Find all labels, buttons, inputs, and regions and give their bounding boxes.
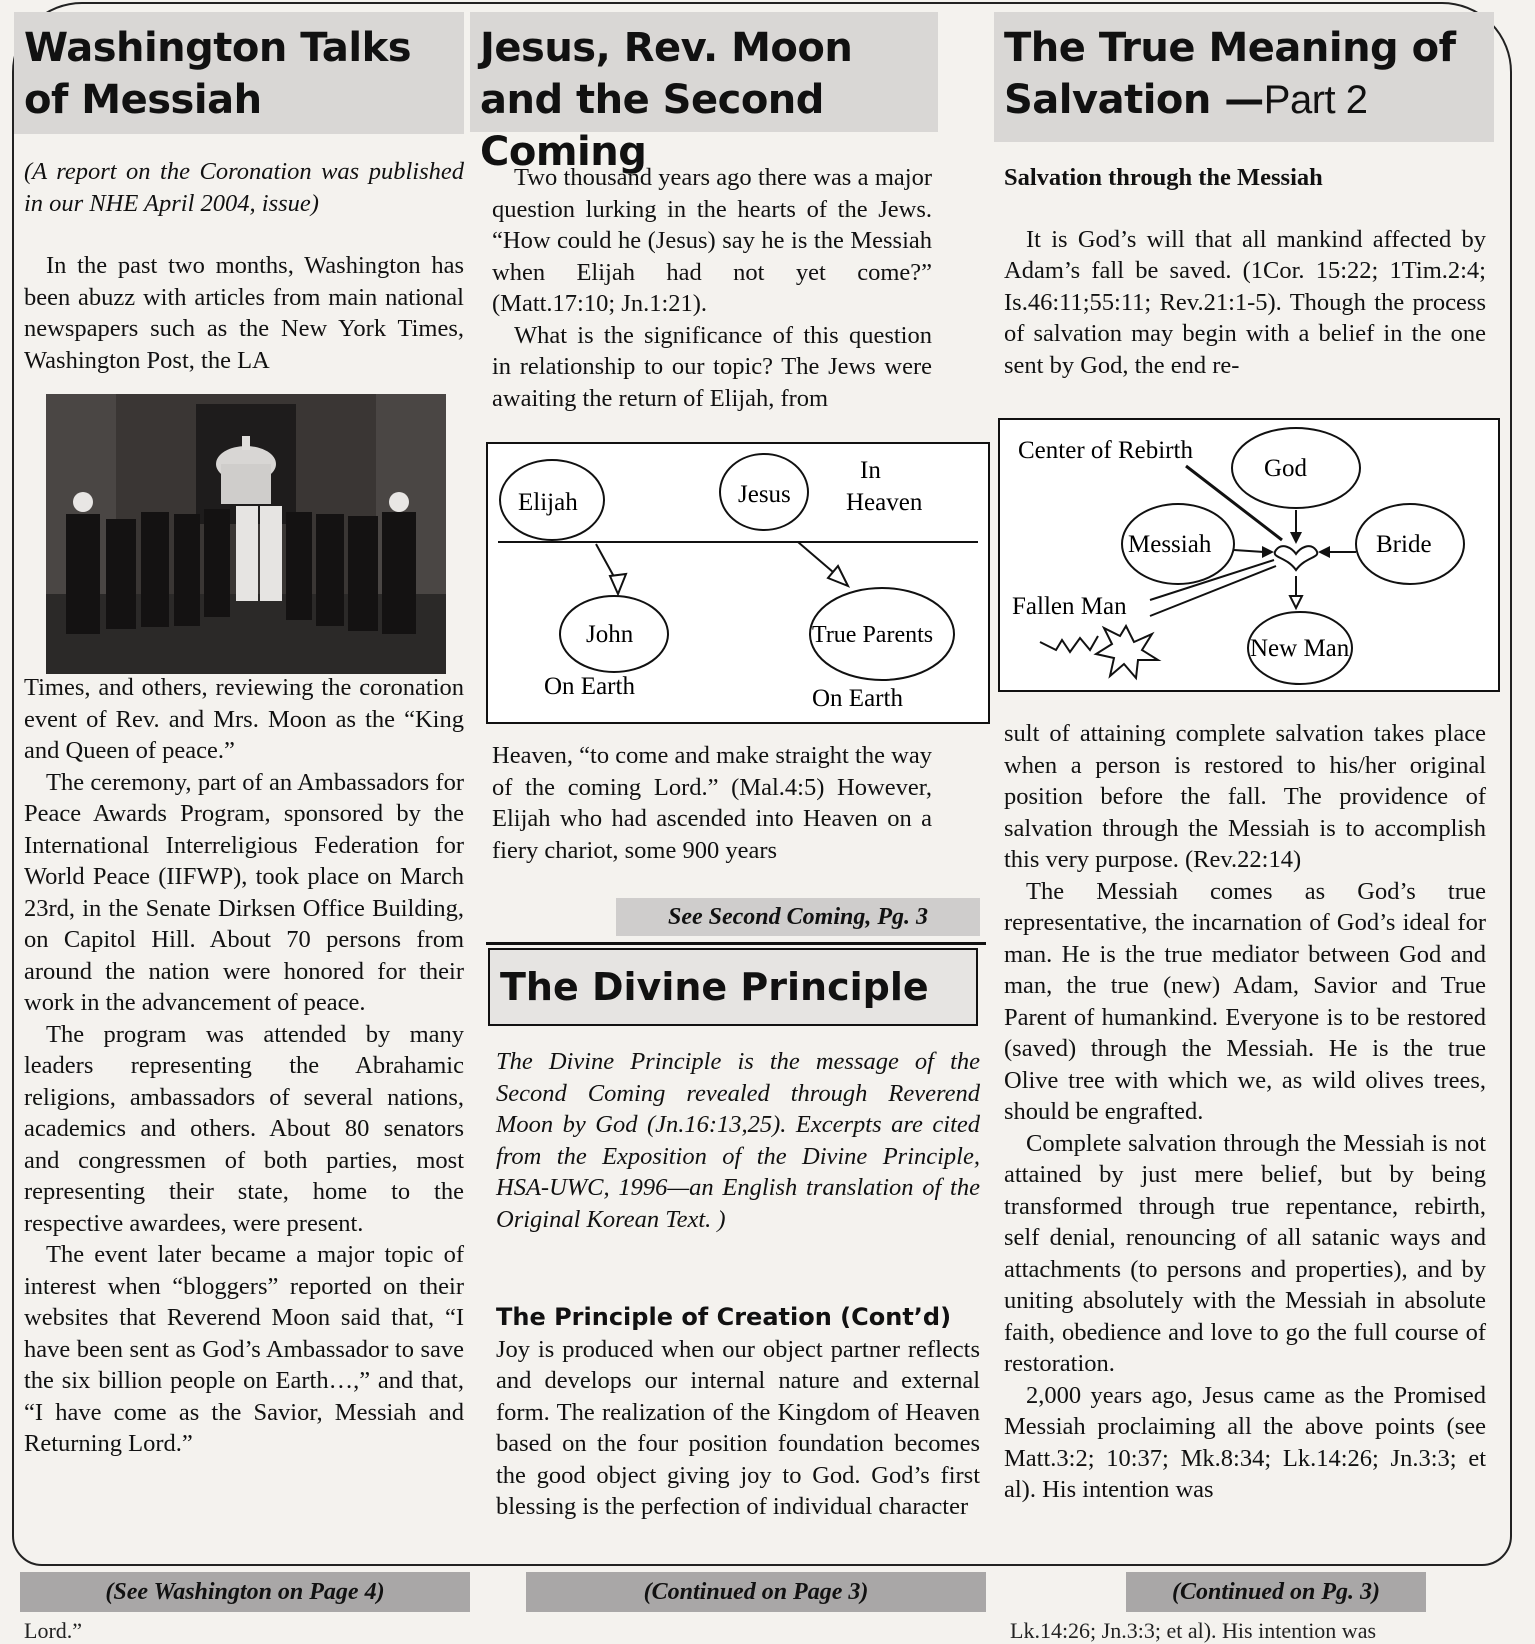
col2-after-diagram <box>492 740 932 866</box>
diagram-john-label: John <box>586 621 634 648</box>
coronation-photo <box>46 394 446 674</box>
col2-p4: Joy is produced when our object partner reflects and develops our internal nature and external form. The realization of the Kingdom of Heaven based on the four position foundation becomes the good object giving joy to God. God’s first blessing is the perfection of individual character <box>496 1335 980 1520</box>
col3-p1: It is God’s will that all mankind affected by Adam’s fall be saved. (1Cor. 15:22; 1Tim.2:4; Is.46:11;55:11; Rev.21:1-5). Though the process of salvation may begin with a belief in the one sent by God, the end re- <box>1004 225 1486 379</box>
col1-p1-start: In the past two months, Washington has been abuzz with articles from main national newspapers such as the New York Times, Washington Post, the LA <box>24 252 464 374</box>
elijah-diagram <box>486 442 990 724</box>
col1-paragraph-1a <box>24 250 464 376</box>
col2-creation-section <box>496 1302 980 1523</box>
col3-title-main: The True Meaning of Salvation — <box>1004 25 1456 123</box>
col2-rule <box>486 942 986 945</box>
col1-p3: The program was attended by many leaders representing the Abrahamic religions, ambassadors of several nations, academics and others. About 80 senators and congressmen of both parties, most representing their state, home to the respective awardees, were present. <box>24 1020 464 1237</box>
col3-intro <box>1004 162 1486 381</box>
col3-p2: sult of attaining complete salvation takes place when a person is restored to his/her original position before the fall. The providence of salvation through the Messiah is to accomplish this very purpose. (Rev.22:14) <box>1004 720 1486 873</box>
salvation-diagram <box>998 418 1500 692</box>
salvation-subheading: Salvation through the Messiah <box>1004 164 1323 191</box>
col3-body <box>1004 718 1486 1506</box>
col1-continued-link[interactable]: (See Washington on Page 4) <box>20 1572 470 1612</box>
col3-continued-link[interactable]: (Continued on Pg. 3) <box>1126 1572 1426 1612</box>
diagram-heaven-label: Heaven <box>846 489 923 516</box>
diagram-elijah-label: Elijah <box>518 489 578 516</box>
col3-p3: The Messiah comes as God’s true representative, the incarnation of God’s ideal for man. He is the true mediator between God and man, the true (new) Adam, Savior and True Parent of humankind. Everyone is to be restored (saved) through the Messiah. He is the true Olive tree with which we, as wild olives trees, should be engrafted. <box>1004 877 1486 1125</box>
col3-p5: 2,000 years ago, Jesus came as the Promised Messiah proclaiming all the above points (see Matt.3:2; 10:37; Mk.8:34; Lk.14:26; Jn.3:3; et al). His intention was <box>1004 1381 1486 1503</box>
col1-p1-end: Times, and others, reviewing the coronation event of Rev. and Mrs. Moon as the “King and Queen of peace.” <box>24 674 464 764</box>
col2-intro <box>492 162 932 414</box>
diagram-jesus-label: Jesus <box>738 481 791 508</box>
col3-title <box>994 12 1494 142</box>
diagram-center-label: Center of Rebirth <box>1018 437 1193 464</box>
diagram-god-label: God <box>1264 455 1308 482</box>
col1-title: Washington Talks of Messiah <box>14 12 464 134</box>
col2-p2: What is the significance of this question in relationship to our topic? The Jews were awaiting the return of Elijah, from <box>492 321 932 412</box>
diagram-in-label: In <box>860 457 881 484</box>
col2-p1: Two thousand years ago there was a major question lurking in the hearts of the Jews. “How could he (Jesus) say he is the Messiah when Elijah had not yet come?” (Matt.17:10; Jn.1:21). <box>492 164 932 317</box>
diagram-true-parents-label: True Parents <box>812 622 934 648</box>
col2-p3: Heaven, “to come and make straight the way of the coming Lord.” (Mal.4:5) However, Elijah who had ascended into Heaven on a fiery chariot, some 900 years <box>492 742 932 864</box>
col2-continued-link[interactable]: (Continued on Page 3) <box>526 1572 986 1612</box>
elijah-diagram-svg <box>488 444 988 722</box>
col2-dp-body <box>496 1046 980 1235</box>
col1-p2: The ceremony, part of an Ambassadors for Peace Awards Program, sponsored by the International Interreligious Federation for World Peace (IIFWP), took place on March 23rd, in the Senate Dirksen Office Building, on Capitol Hill. About 70 persons from around the nation were honored for their work in the advancement of peace. <box>24 768 464 1016</box>
diagram-bride-label: Bride <box>1376 531 1432 558</box>
col1-intro-note: (A report on the Coronation was published in our NHE April 2004, issue) <box>24 158 464 217</box>
col3-title-part: Part 2 <box>1263 78 1368 122</box>
salvation-diagram-svg <box>1000 420 1498 690</box>
col2-dp-intro: The Divine Principle is the message of the Second Coming revealed through Reverend Moon by God (Jn.16:13,25). Excerpts are cited from the Exposition of the Divine Principle, HSA-UWC, 1996—an English translation of the Original Korean Text. ) <box>496 1048 980 1233</box>
see-second-coming-link[interactable]: See Second Coming, Pg. 3 <box>616 898 980 936</box>
principle-of-creation-heading: The Principle of Creation (Cont’d) <box>496 1303 952 1331</box>
col1-body <box>24 672 464 1460</box>
col3-p4: Complete salvation through the Messiah is not attained by just mere belief, but by being transformed through true repentance, rebirth, self denial, renouncing of all satanic ways and attachments (to persons and properties), and by uniting absolutely with the Messiah in absolute faith, obedience and love to go the full course of restoration. <box>1004 1129 1486 1377</box>
diagram-on-earth-2: On Earth <box>812 685 903 712</box>
diagram-messiah-label: Messiah <box>1128 531 1212 558</box>
bleed-left-text: Lord.” <box>24 1618 83 1643</box>
photo-image <box>46 394 446 674</box>
col2-title: Jesus, Rev. Moon and the Second Coming <box>470 12 938 132</box>
diagram-on-earth-1: On Earth <box>544 673 635 700</box>
diagram-fallen-man-label: Fallen Man <box>1012 593 1127 620</box>
bleed-right-text: Lk.14:26; Jn.3:3; et al). His intention was <box>1010 1618 1377 1643</box>
diagram-new-man-label: New Man <box>1250 635 1350 662</box>
divine-principle-title: The Divine Principle <box>488 948 978 1026</box>
col1-p4: The event later became a major topic of interest when “bloggers” reported on their websites that Reverend Moon said that, “I have been sent as God’s Ambassador to save the six billion people on Earth…,” and that, “I have come as the Savior, Messiah and Returning Lord.” <box>24 1241 464 1457</box>
